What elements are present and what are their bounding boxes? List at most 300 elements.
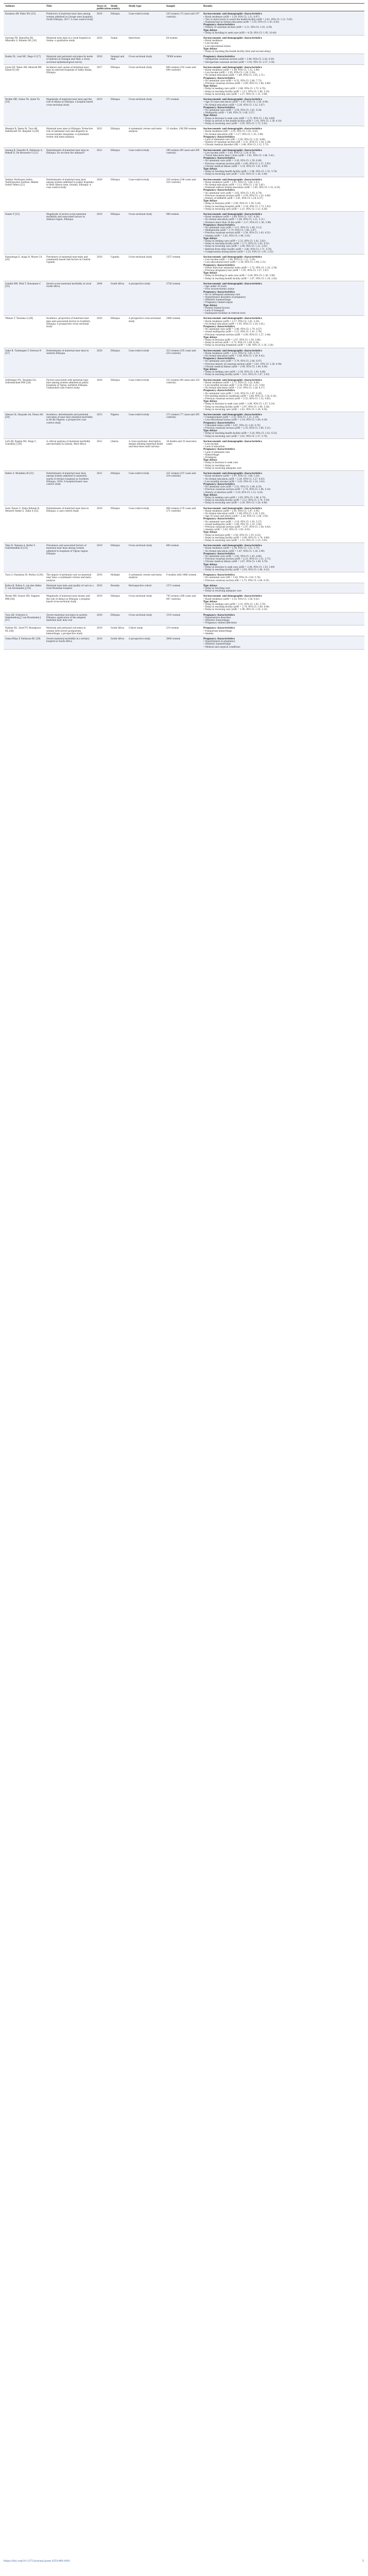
- cell-sample: 3640 women: [165, 636, 202, 650]
- result-item: • No formal education (aOR = 2.48, 95% CI: 1.39, 4.42): [203, 354, 265, 357]
- result-item: • Grand multiparity (aOR = 2.31, 95% CI: 1.41, 3.78): [203, 330, 262, 333]
- table-row: [4, 572, 364, 583]
- result-item: • Rural residence (aOR = 2.38, 95% CI: 1.51, 3.75): [203, 547, 259, 550]
- result-item: • Delay in receiving care (aOR = 2.27, 95% CI: 1.31, 3.94): [203, 92, 268, 95]
- cell-authors: Gebreegzy NG, Tessema GA, Gebremichael MW [28]: [4, 377, 45, 412]
- result-item: • Complications during labour (aOR = 3.25, 95% CI: 1.91, 5.53): [203, 250, 273, 253]
- result-item: • Delay in decision (aOR = 2.47, 95% CI: 1.54, 3.96): [203, 338, 261, 341]
- header-sample: Sample: [165, 4, 202, 11]
- result-item: • Previous cesarean section (aOR = 2.53, 95% CI: 1.32, 4.85): [203, 397, 271, 400]
- cell-sample: 2480 women: [165, 316, 202, 348]
- result-heading: Socioeconomic and demographic characteristics: [203, 98, 262, 101]
- result-heading: Pregnancy characteristics: [203, 135, 235, 138]
- result-item: • Pregnancy related infections: [203, 621, 237, 624]
- cell-sample: 1371 women: [165, 583, 202, 594]
- cell-year: 2020: [95, 54, 109, 65]
- cell-study-type: A prospective study: [127, 281, 165, 315]
- cell-title: Determinants of maternal near miss in Ethiopia: Do we hear the unheard?: [45, 147, 95, 177]
- result-item: • No formal education (aOR = 1.93, 95% CI: 1.24, 3.01): [203, 322, 265, 325]
- table-row: [4, 97, 364, 126]
- result-heading: Socioeconomic and demographic characteristics: [203, 506, 262, 510]
- cell-authors: Tura AK, Scherjon S, Stekelenburg J, van Roosmalen J [37]: [4, 612, 45, 625]
- cell-title: Incidence, determinants and perinatal outcomes of near miss maternal morbidity in Ile-Ife Nigeria: a prospective case control study: [45, 412, 95, 439]
- cell-country: Liberia: [109, 438, 127, 470]
- result-item: • Delay in deciding to seek care (aOR = 4.50, 95% CI: 1.95, 10.40): [203, 31, 276, 34]
- cell-sample: 18 deaths and 25 near-miss cases: [165, 438, 202, 470]
- cell-authors: Worke MD, Enyew HD, Dagnew MM [36]: [4, 594, 45, 612]
- cell-year: 2020: [95, 377, 109, 412]
- cell-results: [202, 594, 364, 612]
- cell-authors: Habte A, Wondimu M [31]: [4, 471, 45, 505]
- cell-sample: 315 women (105 cases and 210 controls): [165, 348, 202, 377]
- cell-study-type: A cross-sectional, descriptive design utilizing maternal death and near-miss audit surveys: [127, 438, 165, 470]
- cell-country: Ethiopia: [109, 377, 127, 412]
- result-heading: Pregnancy characteristics: [203, 223, 235, 226]
- result-item: • Delay in reaching facility (aOR = 2.71, 95% CI: 1.63, 4.51): [203, 242, 270, 245]
- cell-year: 2020: [95, 612, 109, 625]
- cell-sample: 220 women (73 cases and 147 controls): [165, 11, 202, 36]
- cell-title: Severe maternal morbidity in a tertiary hospital in South Africa: [45, 636, 95, 650]
- table-row: [4, 438, 364, 470]
- cell-authors: Gandhi MN, Welz T, Ronsmans C [25]: [4, 281, 45, 315]
- result-heading: Pregnancy characteristics: [203, 552, 235, 555]
- cell-study-type: Cross sectional study: [127, 212, 165, 255]
- result-heading: Pregnancy characteristics: [203, 157, 235, 160]
- cell-sample: 78568 women: [165, 54, 202, 65]
- cell-title: The impact of perinatal care on maternal near miss: a systematic review and meta-analysis: [45, 572, 95, 583]
- cell-sample: 9 studies with 3466 women: [165, 572, 202, 583]
- cell-study-type: Case-control study: [127, 412, 165, 439]
- cell-study-type: Case-control study: [127, 11, 165, 36]
- result-item: • Delay in seeking care (aOR = 2.59, 95% CI: 1.44, 4.66): [203, 370, 266, 374]
- cell-country: Ethiopia: [109, 543, 127, 572]
- table-row: [4, 377, 364, 412]
- result-item: • Previous cesarean section (aOR = 2.35, 95% CI: 1.06, 5.21): [203, 427, 271, 430]
- cell-authors: Teka H, Yemane A, Berhe Y, Gebremedhin H [33]: [4, 543, 45, 572]
- result-heading: Socioeconomic and demographic characteristics: [203, 439, 262, 443]
- cell-year: 2013: [95, 412, 109, 439]
- result-item: • Delay in receiving care (aOR = 3.05, 95% CI: 1.72, 5.41): [203, 122, 268, 125]
- result-item: • No formal education (aOR = 2.31, 95% CI: 1.28, 4.17): [203, 386, 265, 389]
- result-item: • Delay in reaching facility (aOR = 2.63, 95% CI: 1.64, 4.22): [203, 568, 270, 571]
- cell-country: South Africa: [109, 281, 127, 315]
- result-heading: Socioeconomic and demographic characteristics: [203, 282, 262, 285]
- table-row: [4, 594, 364, 612]
- result-item: • No antenatal care (OR = 3.42, 95% CI: 2.03, 5.76): [203, 576, 260, 579]
- result-item: • Rural residence (aOR = 3.29, 95% CI: 1.21, 8.97): [203, 15, 259, 18]
- cell-sample: 1557 women: [165, 255, 202, 281]
- result-item: • Delay in receiving treatment (aOR = 1.96, 95% CI: 1.18, 3.26): [203, 344, 274, 347]
- result-heading: Pregnancy characteristics: [203, 23, 235, 26]
- table-row: [4, 255, 364, 281]
- cell-study-type: A systematic review and meta-analysis: [127, 126, 165, 147]
- result-item: • Rural residence (aOR = 2.52, 95% CI: 1.58, 4.02): [203, 597, 259, 600]
- result-item: • No antenatal care (aOR = 2.92, 95% CI: 1.83, 4.66): [203, 554, 262, 557]
- cell-title: Maternal near miss in Ethiopia: Protective role of antenatal care and disparity in socioeconomic inequities: A systematic review and meta-analysis: [45, 126, 95, 147]
- result-item: • Delay in seeking care (aOR = 2.31, 95% CI: 1.42, 3.76): [203, 603, 266, 606]
- table-row: [4, 281, 364, 315]
- cell-authors: Nathan HL, Seed PT, Hezelgrave NL [38]: [4, 625, 45, 636]
- cell-results: [202, 316, 364, 348]
- cell-year: 2018: [95, 11, 109, 36]
- result-item: • Previous cesarean section (aOR = 2.74, 95% CI: 1.46, 5.14): [203, 488, 271, 491]
- result-heading: Socioeconomic and demographic characteristics: [203, 127, 262, 130]
- cell-results: [202, 625, 364, 636]
- cell-authors: Mengist B, Desta M, Tura AK, Habtewold TD, Abajobir A [20]: [4, 126, 45, 147]
- result-heading: Pregnancy characteristics: [203, 482, 235, 485]
- cell-results: [202, 212, 364, 255]
- result-item: • Grand multiparity (aOR = 2.06, 95% CI: 1.19, 3.56): [203, 522, 262, 526]
- cell-study-type: A prospective study: [127, 636, 165, 650]
- result-item: • No antenatal care (aOR = 3.11, 95% CI: 1.89, 5.12): [203, 226, 262, 229]
- cell-authors: Soma-Pillay P, Pattinson RC [39]: [4, 636, 45, 650]
- result-heading: Type delays: [203, 459, 217, 462]
- result-item: • Delay in reaching facility (aOR = 2.97, 95% CI: 1.64, 5.38): [203, 405, 270, 408]
- cell-study-type: A systematic review and meta-analysis: [127, 572, 165, 583]
- result-item: • Inadequate facilities at referral level: [203, 312, 246, 315]
- result-item: • Delay in receiving care (aOR = 2.42, 95% CI: 1.29, 4.54): [203, 408, 268, 411]
- cell-authors: Yilmaw T, Tessema A [26]: [4, 316, 45, 348]
- header-title: Title: [45, 4, 95, 11]
- cell-year: 2016: [95, 255, 109, 281]
- result-item: • No formal education (aOR = 2.26, 95% CI: 1.32, 3.87): [203, 103, 265, 106]
- cell-results: [202, 255, 364, 281]
- cell-results: [202, 177, 364, 211]
- result-item: • Pre-existing medical conditions (aOR = 3.08, 95% CI: 1.54, 6.16): [203, 394, 276, 397]
- result-heading: Type delays: [203, 563, 217, 566]
- result-item: • Low monthly income (aOR = 2.18, 95% CI: 1.21, 3.93): [203, 384, 265, 386]
- result-item: • No antenatal care (aOR = 3.54, 95% CI: 2.01, 6.24): [203, 108, 262, 111]
- cell-sample: 745 women (298 cases and 447 controls): [165, 594, 202, 612]
- cell-title: Severe maternal outcomes in eastern Ethiopia: application of the adapted maternal near miss tool: [45, 612, 95, 625]
- table-row: [4, 412, 364, 439]
- result-item: • Rural residence (aOR = 3.01, 95% CI: 1.64, 5.52): [203, 180, 259, 183]
- result-item: • Travel time more than 1 hour (aOR = 2.81, 95% CI: 1.46, 5.41): [203, 154, 274, 157]
- cell-title: Maternal near miss and quality of care in a rural Rwandan hospital: [45, 583, 95, 594]
- result-heading: Pregnancy characteristics: [203, 421, 235, 424]
- result-heading: Type delays: [203, 114, 217, 117]
- result-item: • Poor socioeconomic status: [203, 287, 235, 291]
- cell-results: [202, 348, 364, 377]
- result-item: • No formal education (aOR = 1.87, 95% CI: 1.18, 2.96): [203, 549, 265, 552]
- table-row: [4, 147, 364, 177]
- result-item: • Anemia (aOR = 2.83, 95% CI: 1.63, 4.91): [203, 528, 251, 531]
- result-item: • Medical and surgical conditions: [203, 645, 240, 648]
- result-item: • Delay in seeking care (aOR = 2.33, 95% CI: 1.42, 3.82): [203, 240, 266, 243]
- result-item: • Delay in reaching health facility (aOR = 1.87, 95% CI: 1.24, 2.82): [203, 277, 277, 280]
- result-heading: Socioeconomic and demographic characteristics: [203, 256, 262, 259]
- cell-year: 2019: [95, 625, 109, 636]
- cell-sample: 322 women (98 cases and 224 controls): [165, 377, 202, 412]
- cell-country: Multiple: [109, 572, 127, 583]
- result-item: • Delay in receiving care (aOR = 1.98, 95% CI: 1.18, 3.32): [203, 608, 268, 611]
- cell-sample: 988 women: [165, 212, 202, 255]
- result-item: • Patient related factors: [203, 306, 230, 309]
- cell-study-type: Cross sectional study: [127, 612, 165, 625]
- result-heading: Pregnancy characteristics: [203, 448, 235, 451]
- result-item: • Hypertensive disorders of pregnancy: [203, 295, 246, 298]
- cell-results: [202, 612, 364, 625]
- result-heading: Pregnancy characteristics: [203, 325, 235, 328]
- result-heading: Type delays: [203, 400, 217, 403]
- result-item: • Unemployment (aOR = 2.53, 95% CI: 1.21, 5.29): [203, 416, 259, 419]
- result-heading: Type delays: [203, 493, 217, 496]
- result-item: • Previous cesarean section (aOR = 2.09, 95% CI: 1.27, 3.44): [203, 333, 271, 336]
- cell-title: Maternal near miss in a rural hospital in Sudan: a qualitative study: [45, 36, 95, 54]
- cell-authors: Sawong TB, Dimoriba ED, Mbaruku G, Kidanto HL [16]: [4, 36, 45, 54]
- result-heading: Pregnancy characteristics: [203, 106, 235, 109]
- result-heading: Pregnancy characteristics: [203, 76, 235, 79]
- cell-year: 2019: [95, 97, 109, 126]
- result-item: • Obstetric haemorrhage: [203, 298, 231, 301]
- cell-authors: Lotti JB, Kaplan ML, Bopp C, Gonzalez J [30]: [4, 438, 45, 470]
- cell-results: [202, 281, 364, 315]
- cell-title: Factors associated with maternal near miss among women admitted in public hospitals of Tigray, northern Ethiopia: Unmatched case-control study: [45, 377, 95, 412]
- header-study-type: Study type: [127, 4, 165, 11]
- cell-title: Magnitude of maternal near miss and the role of delays in Ethiopia: a hospital based cross-sectional study: [45, 97, 95, 126]
- result-heading: Type delays: [203, 167, 217, 170]
- result-item: • Postpartum hemorrhage: [203, 629, 232, 632]
- result-item: • Rural residence (aOR = 2.72, 95% CI: 1.52, 4.86): [203, 381, 259, 384]
- cell-year: 2016: [95, 636, 109, 650]
- result-item: • Delay in decision to seek care (aOR = 2.72, 95% CI: 1.58, 4.68): [203, 116, 275, 120]
- result-item: • Multigravida (aOR = 1.79, 95% CI: 1.08, 2.97): [203, 229, 256, 232]
- cell-results: [202, 505, 364, 543]
- result-item: • Anemia: [203, 632, 214, 635]
- cell-country: South Africa: [109, 625, 127, 636]
- cell-year: 2018: [95, 572, 109, 583]
- result-item: • No formal education (aOR = 1.98, 95% CI: 1.19, 3.29): [203, 512, 265, 515]
- result-item: • No formal education (OR = 2.17, 95% CI: 1.35, 3.49): [203, 132, 264, 135]
- table-row: [4, 625, 364, 636]
- cell-authors: Woldie MD, Gelaw YA, Ayele TA [19]: [4, 97, 45, 126]
- result-item: • History of cesarean section (OR = 2.31, 95% CI: 1.58, 3.38): [203, 141, 271, 144]
- cell-title: Magnitude of severe acute maternal morbidity and associated factors in Amhara region, Ethiopia: [45, 212, 95, 255]
- cell-country: Rwanda: [109, 583, 127, 594]
- cell-results: [202, 636, 364, 650]
- result-heading: Type delays: [203, 531, 217, 534]
- result-item: • Previous history of cesarean section (aOR = 2.61, 95% CI: 1.38, 4.94): [203, 362, 282, 365]
- result-item: • No antenatal care (aOR = 4.53, 95% CI: 2.66, 7.72): [203, 79, 262, 82]
- table-row: [4, 612, 364, 625]
- result-item: • No antenatal care (aOR = 2.86, 95% CI: 1.79, 4.57): [203, 328, 262, 331]
- result-heading: Type delays: [203, 84, 217, 88]
- result-item: • Rural residence (aOR = 2.41, 95% CI: 1.47, 3.95): [203, 509, 259, 512]
- cell-country: Ethiopia: [109, 212, 127, 255]
- result-item: • Low educational level (aOR = 1.58, 95% CI: 1.08, 2.31): [203, 261, 266, 264]
- cell-year: 2017: [95, 64, 109, 96]
- result-item: • Delay in reaching health facility (aOR = 2.96, 95% CI: 1.52, 5.76): [203, 170, 277, 173]
- cell-country: Sudan: [109, 36, 127, 54]
- result-item: • History of stillbirth (aOR = 2.81, 95% CI: 1.24, 6.37): [203, 197, 263, 199]
- cell-sample: 1191 women: [165, 612, 202, 625]
- result-item: • Delay in receiving care (aOR = 2.39, 95% CI: 1.28, 4.46): [203, 501, 268, 504]
- cell-year: 2016: [95, 583, 109, 594]
- cell-sample: 299 women (99 cases and 200 controls): [165, 147, 202, 177]
- header-country: Study country: [109, 4, 127, 11]
- result-item: • Delay in seeking care (aOR = 2.86, 95% CI: 1.72, 4.76): [203, 87, 266, 90]
- cell-authors: Tesfaye Nurhusen Gebre, Tesfayesusew Zerihun, Bekele Gebre Tefera [22]: [4, 177, 45, 211]
- result-item: • Delay in reaching health facility (aOR = 3.24, 95% CI: 1.61, 6.52): [203, 432, 277, 435]
- result-item: • Delay in receiving care (aOR = 2.63, 95% CI: 1.28, 5.40): [203, 173, 268, 176]
- result-item: • Delay in seeking care (aOR = 2.65, 95% CI: 1.48, 4.74): [203, 496, 266, 499]
- cell-title: Prevalence of maternal near-miss and community-based risk factors in Central Uganda: [45, 255, 95, 281]
- result-item: • Delay in reaching facility (aOR = 3.11, 95% CI: 1.86, 5.20): [203, 90, 270, 93]
- cell-study-type: Cross sectional study: [127, 594, 165, 612]
- cell-sample: 3730 women: [165, 281, 202, 315]
- result-item: • No or infrequent antenatal care: [203, 293, 240, 296]
- result-heading: Socioeconomic and demographic characteristics: [203, 472, 262, 475]
- cell-sample: 324 women (108 cases and 216 controls): [165, 177, 202, 211]
- result-heading: Pregnancy characteristics: [203, 637, 235, 640]
- cell-title: Maternal and perinatal outcomes in women with severe postpartum hemorrhage: a prospective study: [45, 625, 95, 636]
- cell-sample: 64 women: [165, 36, 202, 54]
- table-header-row: [4, 4, 364, 11]
- header-results: Results: [202, 4, 364, 11]
- table-row: [4, 36, 364, 54]
- result-heading: Pregnancy characteristics: [203, 189, 235, 192]
- result-heading: Type delays: [203, 199, 217, 202]
- table-row: [4, 212, 364, 255]
- cell-sample: 406 women (135 cases and 271 controls): [165, 505, 202, 543]
- table-row: [4, 543, 364, 572]
- cell-results: [202, 64, 364, 96]
- cell-study-type: Case-control study: [127, 377, 165, 412]
- cell-title: Maternal and perinatal outcomes by mode of delivery in Senegal and Mali: a cross-sectional epidemiological survey: [45, 54, 95, 65]
- cell-sample: 860 women (216 cases and 644 controls): [165, 64, 202, 96]
- result-item: • Delay in reaching the health facility (first and second delay): [203, 50, 271, 53]
- result-item: • Low income (aOR = 2.05, 95% CI: 1.26, 3.34): [203, 71, 255, 74]
- cell-country: Ethiopia: [109, 594, 127, 612]
- cell-authors: Tura G, Fantahun M, Worku A [34]: [4, 572, 45, 583]
- cell-study-type: Cross sectional study: [127, 543, 165, 572]
- result-item: • No formal education (aOR = 1.69, 95% CI: 1.05, 2.71): [203, 74, 265, 77]
- cell-year: 2004: [95, 281, 109, 315]
- table-row: [4, 583, 364, 594]
- cell-sample: 219 women: [165, 625, 202, 636]
- cell-results: [202, 412, 364, 439]
- table-row: [4, 471, 364, 505]
- result-item: • Rural residence (aOR = 1.98, 95% CI: 1.12, 3.49): [203, 69, 259, 72]
- result-heading: Socioeconomic and demographic characteristics: [203, 178, 262, 181]
- header-authors: Authors: [4, 4, 45, 11]
- cell-study-type: Case-control study: [127, 348, 165, 377]
- result-item: • Low income: [203, 443, 219, 446]
- result-heading: Pregnancy characteristics: [203, 357, 235, 360]
- result-item: • Hemorrhage: [203, 453, 219, 456]
- header-year: Years of publication: [95, 4, 109, 11]
- table-row: [4, 64, 364, 96]
- result-item: • Rural residence (aOR = 2.97, 95% CI: 1.68, 5.24): [203, 474, 259, 478]
- cell-results: [202, 36, 364, 54]
- result-item: • Delay in decision (aOR = 2.89, 95% CI: 1.58, 5.29): [203, 202, 261, 205]
- table-row: [4, 54, 364, 65]
- cell-year: 2012: [95, 438, 109, 470]
- cell-study-type: Case-control study: [127, 147, 165, 177]
- result-item: • Previous cesarean section (aOR = 2.21, 95% CI: 1.31, 3.73): [203, 557, 271, 561]
- studies-table: [4, 3, 364, 650]
- cell-title: Severe acute maternal morbidity in rural South Africa: [45, 281, 95, 315]
- cell-country: Ethiopia: [109, 316, 127, 348]
- result-item: • Lack of education: [203, 445, 225, 448]
- result-item: • Previous cesarean section (aOR = 2.39, 95% CI: 1.22, 4.68): [203, 194, 271, 197]
- cell-study-type: A prospective cross-sectional study: [127, 316, 165, 348]
- result-heading: Type delays: [203, 303, 217, 307]
- result-item: • Previous cesarean section (aOR = 2.54, 95% CI: 1.43, 4.51): [203, 231, 271, 234]
- result-item: • Previous cesarean section (OR = 2.73, 95% CI: 1.64, 4.55): [203, 579, 270, 582]
- cell-country: Ethiopia: [109, 11, 127, 36]
- result-item: • Age under 20 years: [203, 285, 227, 288]
- cell-country: Ethiopia: [109, 348, 127, 377]
- result-item: • Husband had no formal education (aOR = 3.55, 95% CI: 1.43, 8.82): [203, 21, 279, 24]
- result-item: • Lack of antenatal care: [203, 450, 230, 453]
- result-item: • Delay in arrival to the health facility (aOR = 2.41, 95% CI: 1.39, 4.18): [203, 119, 282, 122]
- result-item: • Rural residence: [203, 39, 223, 42]
- table-row: [4, 11, 364, 36]
- cell-title: Determinants of maternal near miss among women admitted to public hospitals in West Shewa zone, Oromia, Ethiopia: A case control study: [45, 177, 95, 211]
- cell-study-type: Retrospective cohort: [127, 583, 165, 594]
- result-item: • Anemia (aOR = 3.42, 95% CI: 1.98, 5.91): [203, 234, 251, 237]
- cell-year: 2019: [95, 594, 109, 612]
- cell-results: [202, 543, 364, 572]
- result-item: • No antenatal care (aOR = 3.51, 95% CI: 1.94, 6.35): [203, 485, 262, 488]
- cell-results: [202, 54, 364, 65]
- result-item: • Delay in reaching facility (aOR = 3.12, 95% CI: 1.74, 5.59): [203, 499, 270, 502]
- table-row: [4, 636, 364, 650]
- table-body: [4, 11, 364, 649]
- cell-country: Ethiopia: [109, 147, 127, 177]
- cell-results: [202, 377, 364, 412]
- result-item: • Delay in receiving care (aOR = 2.09, 95% CI: 1.21, 3.61): [203, 245, 268, 248]
- cell-authors: Danbe Y [23]: [4, 212, 45, 255]
- result-heading: Socioeconomic and demographic characteristics: [203, 12, 262, 15]
- result-item: • Intrapartum cesarean section (aOR = 2.93, 95% CI: 2.57, 3.34): [203, 60, 275, 63]
- result-item: • Rural residence (OR = 2.55, 95% CI: 1.62, 4.03): [203, 130, 258, 133]
- result-heading: Pregnancy characteristics: [203, 613, 235, 616]
- result-item: • Delay in decision to seek care (aOR = 2.84, 95% CI: 1.57, 5.14): [203, 402, 275, 405]
- result-heading: Type delays: [203, 600, 217, 603]
- result-item: • Referral from other facility (aOR = 2.86, 95% CI: 1.71, 4.78): [203, 247, 272, 250]
- result-item: • Age 35 years and above (aOR = 2.47, 95% CI: 1.36, 4.49): [203, 100, 268, 104]
- result-item: • Rural residence (aOR = 2.17, 95% CI: 1.41, 3.34): [203, 319, 259, 323]
- cell-country: Senegal and Mali: [109, 54, 127, 65]
- result-item: • Rural residence (aOR = 3.22, 95% CI: 1.81, 5.73): [203, 351, 259, 354]
- result-heading: Type delays: [203, 236, 217, 240]
- result-item: • Delay in receiving adequate care: [203, 466, 241, 469]
- result-item: • Chronic medical disorder (OR = 3.48, 95% CI: 2.12, 5.72): [203, 143, 269, 146]
- result-heading: Pregnancy characteristics: [203, 263, 235, 266]
- cell-study-type: Cross sectional study: [127, 54, 165, 65]
- cell-results: [202, 11, 364, 36]
- result-item: • Eclampsia: [203, 456, 217, 459]
- result-item: • No formal education (aOR = 1.94, 95% CI: 1.21, 3.11): [203, 218, 265, 221]
- result-item: • Low educational status: [203, 44, 231, 47]
- cell-country: Ethiopia: [109, 471, 127, 505]
- result-item: • Delay in decision to seek care (aOR = 2.44, 95% CI: 1.53, 3.89): [203, 565, 275, 568]
- result-heading: Socioeconomic and demographic characteristics: [203, 595, 262, 598]
- result-heading: Pregnancy characteristics: [203, 626, 235, 630]
- cell-authors: Gebe B, Tulumegen Y, Deressa N [27]: [4, 348, 45, 377]
- result-item: • No antenatal care (aOR = 3.26, 95% CI: 1.59, 6.69): [203, 159, 262, 162]
- result-item: • No antenatal care (aOR = 3.18, 95% CI: 1.92, 5.27): [203, 520, 262, 523]
- result-heading: Socioeconomic and demographic characteristics: [203, 349, 262, 352]
- result-heading: Type delays: [203, 429, 217, 432]
- result-item: • Unbooked status (aOR = 4.87, 95% CI: 2.43, 9.76): [203, 423, 261, 427]
- result-item: • Fewer than four antenatal visits (aOR = 1.73, 95% CI: 1.18, 2.54): [203, 266, 277, 269]
- doi-link[interactable]: https://doi.org/10.1371/journal.pone.0251480.t001: [4, 2560, 71, 2563]
- cell-sample: 321 women (107 cases and 214 controls): [165, 471, 202, 505]
- result-heading: Type delays: [203, 335, 217, 338]
